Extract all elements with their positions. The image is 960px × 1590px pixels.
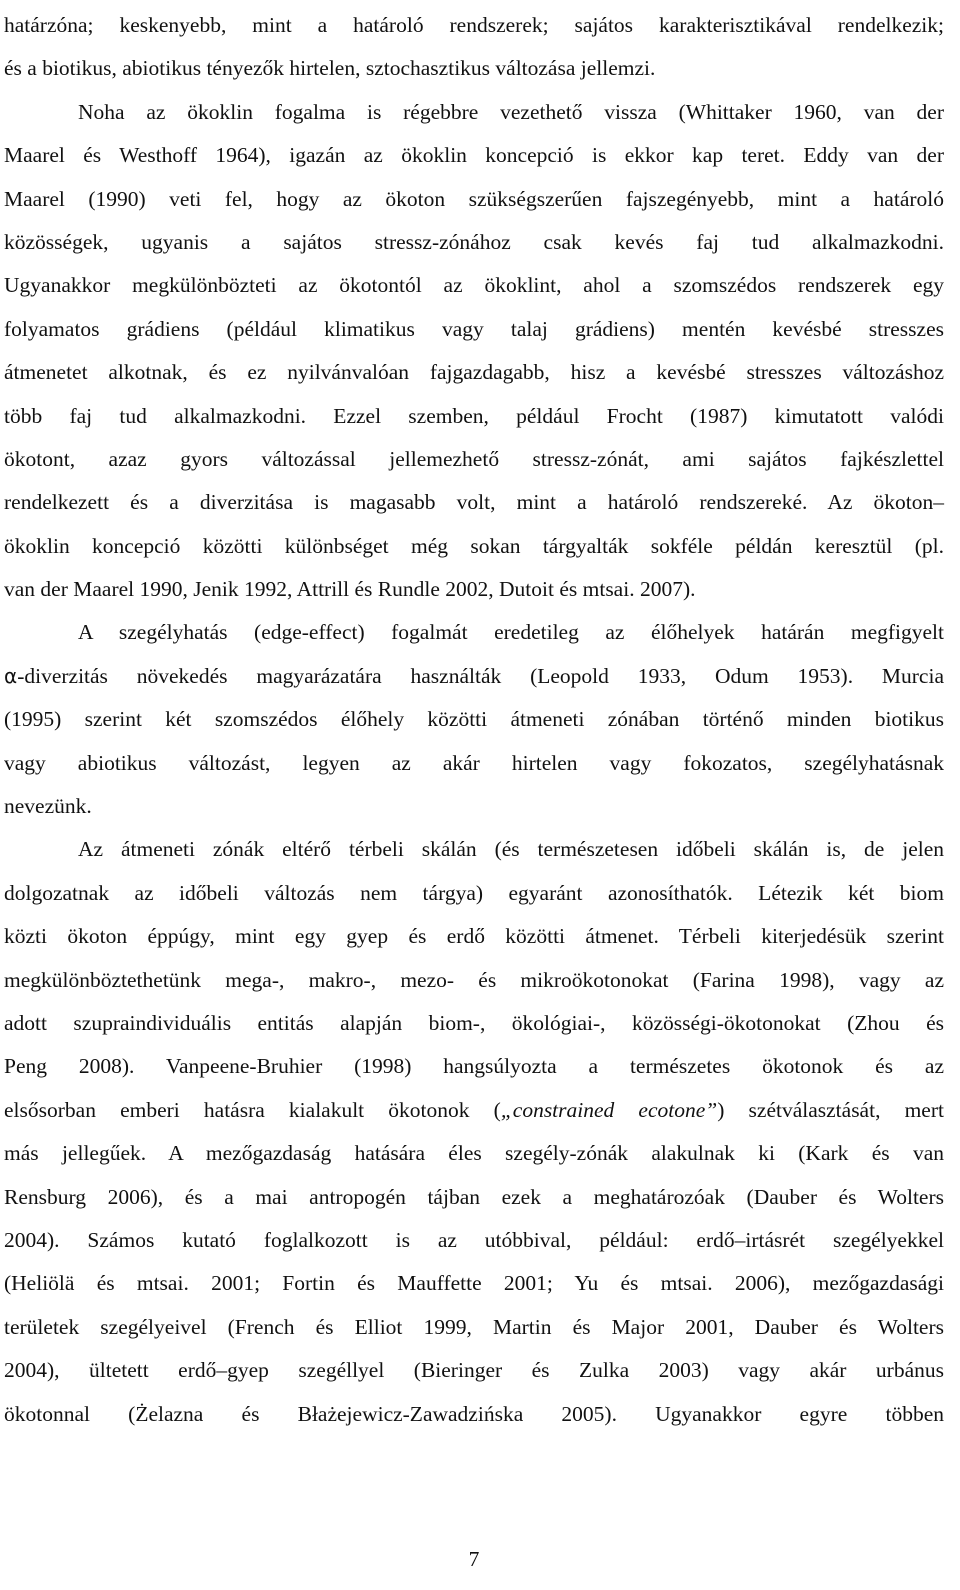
text-line <box>4 1219 944 1262</box>
line-text: Ugyanakkor megkülönbözteti az ökotontól az ökoklint, ahol a szomszédos rendszerek egy <box>4 273 944 298</box>
line-text: nevezünk. <box>4 794 92 819</box>
text-line <box>4 1176 944 1219</box>
text-line <box>4 134 944 177</box>
line-text: határzóna; keskenyebb, mint a határoló rendszerek; sajátos karakterisztikával rendelkezik; <box>4 13 944 37</box>
line-text: közösségek, ugyanis a sajátos stressz-zónához csak kevés faj tud alkalmazkodni. <box>4 229 944 254</box>
line-text: A szegélyhatás (edge-effect) fogalmát eredetileg az élőhelyek határán megfigyelt <box>78 620 944 645</box>
line-text: ökotonnal (Żelazna és Błażejewicz-Zawadzińska 2005). Ugyanakkor egyre többen <box>4 1401 944 1426</box>
line-text: Rensburg 2006), és a mai antropogén tájban ezek a meghatározóak (Dauber és Wolters <box>4 1184 944 1209</box>
text-line <box>4 438 944 481</box>
text-line <box>4 1306 944 1349</box>
text-line <box>4 481 944 524</box>
line-text: Peng 2008). Vanpeene-Bruhier (1998) hangsúlyozta a természetes ökotonok és az <box>4 1054 944 1079</box>
line-text: dolgozatnak az időbeli változás nem tárgya) egyaránt azonosíthatók. Létezik két biom <box>4 880 944 905</box>
line-text: más jellegűek. A mezőgazdaság hatására éles szegély-zónák alakulnak ki (Kark és van <box>4 1141 944 1166</box>
line-text: Az átmeneti zónák eltérő térbeli skálán (és természetesen időbeli skálán is, de jelen <box>78 837 944 862</box>
text-line <box>4 1262 944 1305</box>
text-line <box>4 828 944 871</box>
line-text: ökoklin koncepció közötti különbséget még sokan tárgyalták sokféle példán keresztül (pl. <box>4 533 944 558</box>
line-text: -diverzitás növekedés magyarázatára használták (Leopold 1933, Odum 1953). Murcia <box>17 663 944 688</box>
line-text: adott szupraindividuális entitás alapján biom-, ökológiai-, közösségi-ökotonokat (Zhou és <box>4 1010 944 1035</box>
text-line <box>4 742 944 785</box>
alpha-symbol: α <box>4 663 18 688</box>
text-line <box>4 1132 944 1175</box>
text-line <box>4 91 944 134</box>
page-number: 7 <box>468 1547 480 1571</box>
text-line <box>4 1089 944 1132</box>
text-line <box>4 178 944 221</box>
text-line <box>4 4 944 47</box>
text-line <box>4 525 944 568</box>
line-text: Noha az ökoklin fogalma is régebbre vezethető vissza (Whittaker 1960, van der <box>78 99 944 124</box>
text-line <box>4 872 944 915</box>
text-line <box>4 568 944 611</box>
line-text: közti ökoton éppúgy, mint egy gyep és erdő közötti átmenet. Térbeli kiterjedésük szerint <box>4 924 944 949</box>
text-line <box>4 1393 944 1436</box>
line-text: megkülönböztethetünk mega-, makro-, mezo- és mikroökotonokat (Farina 1998), vagy az <box>4 967 944 992</box>
text-line <box>4 221 944 264</box>
line-text: területek szegélyeivel (French és Elliot 1999, Martin és Major 2001, Dauber és Wolters <box>4 1314 944 1339</box>
text-line <box>4 1002 944 1045</box>
text-line <box>4 308 944 351</box>
text-line <box>4 785 944 828</box>
line-text: és a biotikus, abiotikus tényezők hirtelen, sztochasztikus változása jellemzi. <box>4 56 656 81</box>
line-text: van der Maarel 1990, Jenik 1992, Attrill és Rundle 2002, Dutoit és mtsai. 2007). <box>4 577 696 602</box>
line-text: 2004), ültetett erdő–gyep szegéllyel (Bieringer és Zulka 2003) vagy akár urbánus <box>4 1358 944 1383</box>
line-text: (1995) szerint két szomszédos élőhely közötti átmeneti zónában történő minden biotikus <box>4 707 944 732</box>
line-text: rendelkezett és a diverzitása is magasabb volt, mint a határoló rendszereké. Az ökoton– <box>4 490 944 515</box>
line-text: ökotont, azaz gyors változással jellemezhető stressz-zónát, ami sajátos fajkészlettel <box>4 446 944 471</box>
text-line <box>4 264 944 307</box>
text-line <box>4 655 944 698</box>
text-line <box>4 1045 944 1088</box>
line-text-after: ) szétválasztását, mert <box>717 1097 944 1122</box>
text-line <box>4 915 944 958</box>
line-text: (Heliölä és mtsai. 2001; Fortin és Mauffette 2001; Yu és mtsai. 2006), mezőgazdasági <box>4 1271 944 1296</box>
line-text: folyamatos grádiens (például klimatikus vagy talaj grádiens) mentén kevésbé stresszes <box>4 316 944 341</box>
italic-term: „constrained ecotone” <box>500 1097 718 1122</box>
line-text: átmenetet alkotnak, és ez nyilvánvalóan fajgazdagabb, hisz a kevésbé stresszes változáshoz <box>4 360 944 385</box>
document-page <box>4 0 944 1590</box>
line-text: elsősorban emberi hatásra kialakult ökotonok ( <box>4 1097 501 1122</box>
text-line <box>4 611 944 654</box>
text-line <box>4 698 944 741</box>
body-text <box>4 4 944 1436</box>
line-text: Maarel és Westhoff 1964), igazán az ökoklin koncepció is ekkor kap teret. Eddy van der <box>4 143 944 168</box>
line-text: több faj tud alkalmazkodni. Ezzel szemben, például Frocht (1987) kimutatott valódi <box>4 403 944 428</box>
text-line <box>4 1349 944 1392</box>
text-line <box>4 47 944 90</box>
text-line <box>4 351 944 394</box>
line-text: vagy abiotikus változást, legyen az akár hirtelen vagy fokozatos, szegélyhatásnak <box>4 750 944 775</box>
text-line <box>4 395 944 438</box>
line-text: Maarel (1990) veti fel, hogy az ökoton szükségszerűen fajszegényebb, mint a határoló <box>4 186 944 211</box>
line-text: 2004). Számos kutató foglalkozott is az utóbbival, például: erdő–irtásrét szegélyekkel <box>4 1227 944 1252</box>
text-line <box>4 959 944 1002</box>
